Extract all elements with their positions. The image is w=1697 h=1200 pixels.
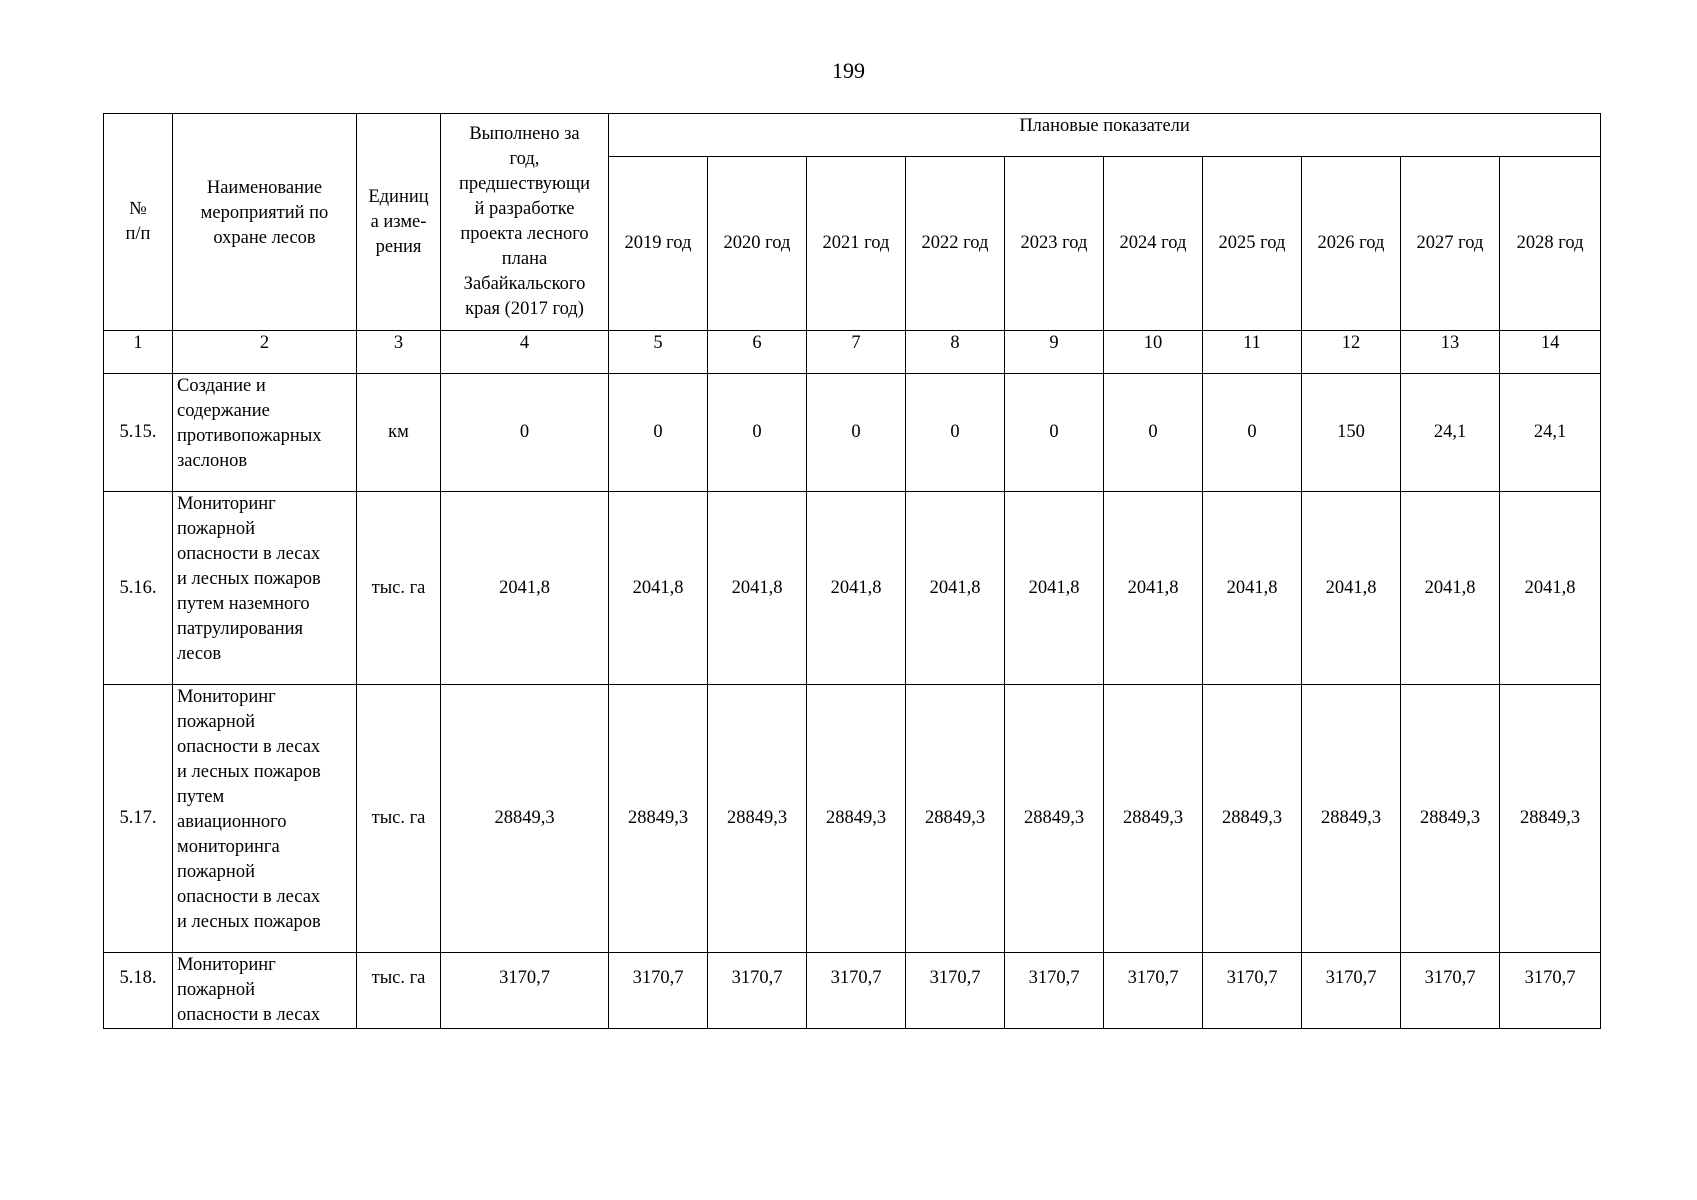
- row-value: 2041,8: [906, 492, 1005, 685]
- column-number: 4: [441, 331, 609, 374]
- row-name: Мониторинг пожарной опасности в лесах и лесных пожаров путем авиационного мониторинга пожарной опасности в лесах и лесных пожаров: [173, 685, 357, 953]
- row-value: 2041,8: [1104, 492, 1203, 685]
- row-unit: км: [357, 374, 441, 492]
- row-value: 2041,8: [1005, 492, 1104, 685]
- table-row: [104, 685, 1601, 953]
- row-unit: тыс. га: [357, 685, 441, 953]
- row-value: 0: [1104, 374, 1203, 492]
- row-value: 2041,8: [1203, 492, 1302, 685]
- row-value: 24,1: [1401, 374, 1500, 492]
- header-num: № п/п: [104, 114, 173, 331]
- row-value: 2041,8: [609, 492, 708, 685]
- row-value: 0: [1203, 374, 1302, 492]
- row-name: Мониторинг пожарной опасности в лесах и лесных пожаров путем наземного патрулирования лесов: [173, 492, 357, 685]
- row-num: 5.16.: [104, 492, 173, 685]
- row-value: 0: [1005, 374, 1104, 492]
- header-year: 2022 год: [906, 157, 1005, 331]
- table-row: [104, 492, 1601, 685]
- column-number: 11: [1203, 331, 1302, 374]
- header-year: 2025 год: [1203, 157, 1302, 331]
- header-year: 2021 год: [807, 157, 906, 331]
- row-done: 0: [441, 374, 609, 492]
- column-number: 6: [708, 331, 807, 374]
- row-value: 28849,3: [807, 685, 906, 953]
- row-num: 5.15.: [104, 374, 173, 492]
- column-number: 5: [609, 331, 708, 374]
- row-value: 28849,3: [609, 685, 708, 953]
- column-numbers-row: [104, 331, 1601, 374]
- page-number: 199: [832, 58, 865, 83]
- row-value: 3170,7: [1401, 953, 1500, 1029]
- header-name: Наименование мероприятий по охране лесов: [173, 114, 357, 331]
- row-value: 2041,8: [1500, 492, 1601, 685]
- column-number: 3: [357, 331, 441, 374]
- row-name: Создание и содержание противопожарных заслонов: [173, 374, 357, 492]
- table-row: [104, 953, 1601, 1029]
- header-planned: Плановые показатели: [609, 114, 1601, 157]
- row-value: 3170,7: [609, 953, 708, 1029]
- row-num: 5.18.: [104, 953, 173, 1029]
- row-value: 3170,7: [1104, 953, 1203, 1029]
- row-value: 28849,3: [1500, 685, 1601, 953]
- row-value: 2041,8: [1401, 492, 1500, 685]
- row-value: 3170,7: [1203, 953, 1302, 1029]
- row-done: 28849,3: [441, 685, 609, 953]
- column-number: 14: [1500, 331, 1601, 374]
- forest-protection-table: [103, 113, 1601, 1029]
- row-value: 28849,3: [1203, 685, 1302, 953]
- row-value: 3170,7: [708, 953, 807, 1029]
- row-value: 2041,8: [807, 492, 906, 685]
- header-year: 2019 год: [609, 157, 708, 331]
- row-value: 0: [609, 374, 708, 492]
- column-number: 12: [1302, 331, 1401, 374]
- row-value: 0: [807, 374, 906, 492]
- header-year: 2027 год: [1401, 157, 1500, 331]
- row-name: Мониторинг пожарной опасности в лесах: [173, 953, 357, 1029]
- row-value: 0: [708, 374, 807, 492]
- row-value: 2041,8: [1302, 492, 1401, 685]
- column-number: 2: [173, 331, 357, 374]
- header-year: 2024 год: [1104, 157, 1203, 331]
- column-number: 10: [1104, 331, 1203, 374]
- row-value: 28849,3: [906, 685, 1005, 953]
- header-year: 2026 год: [1302, 157, 1401, 331]
- row-done: 3170,7: [441, 953, 609, 1029]
- row-value: 3170,7: [1500, 953, 1601, 1029]
- row-unit: тыс. га: [357, 492, 441, 685]
- row-value: 3170,7: [1005, 953, 1104, 1029]
- table-row: [104, 374, 1601, 492]
- row-unit: тыс. га: [357, 953, 441, 1029]
- column-number: 9: [1005, 331, 1104, 374]
- row-num: 5.17.: [104, 685, 173, 953]
- row-value: 28849,3: [1104, 685, 1203, 953]
- header-year: 2023 год: [1005, 157, 1104, 331]
- header-year: 2028 год: [1500, 157, 1601, 331]
- row-value: 24,1: [1500, 374, 1601, 492]
- row-value: 3170,7: [906, 953, 1005, 1029]
- row-value: 28849,3: [1005, 685, 1104, 953]
- column-number: 13: [1401, 331, 1500, 374]
- row-value: 150: [1302, 374, 1401, 492]
- header-done: Выполнено за год, предшествующи й разработке проекта лесного плана Забайкальского края (2017 год): [441, 114, 609, 331]
- row-value: 3170,7: [1302, 953, 1401, 1029]
- header-unit: Единиц а изме- рения: [357, 114, 441, 331]
- header-year: 2020 год: [708, 157, 807, 331]
- column-number: 8: [906, 331, 1005, 374]
- row-value: 0: [906, 374, 1005, 492]
- row-value: 28849,3: [1401, 685, 1500, 953]
- row-value: 28849,3: [1302, 685, 1401, 953]
- row-value: 28849,3: [708, 685, 807, 953]
- row-value: 3170,7: [807, 953, 906, 1029]
- column-number: 1: [104, 331, 173, 374]
- row-done: 2041,8: [441, 492, 609, 685]
- column-number: 7: [807, 331, 906, 374]
- row-value: 2041,8: [708, 492, 807, 685]
